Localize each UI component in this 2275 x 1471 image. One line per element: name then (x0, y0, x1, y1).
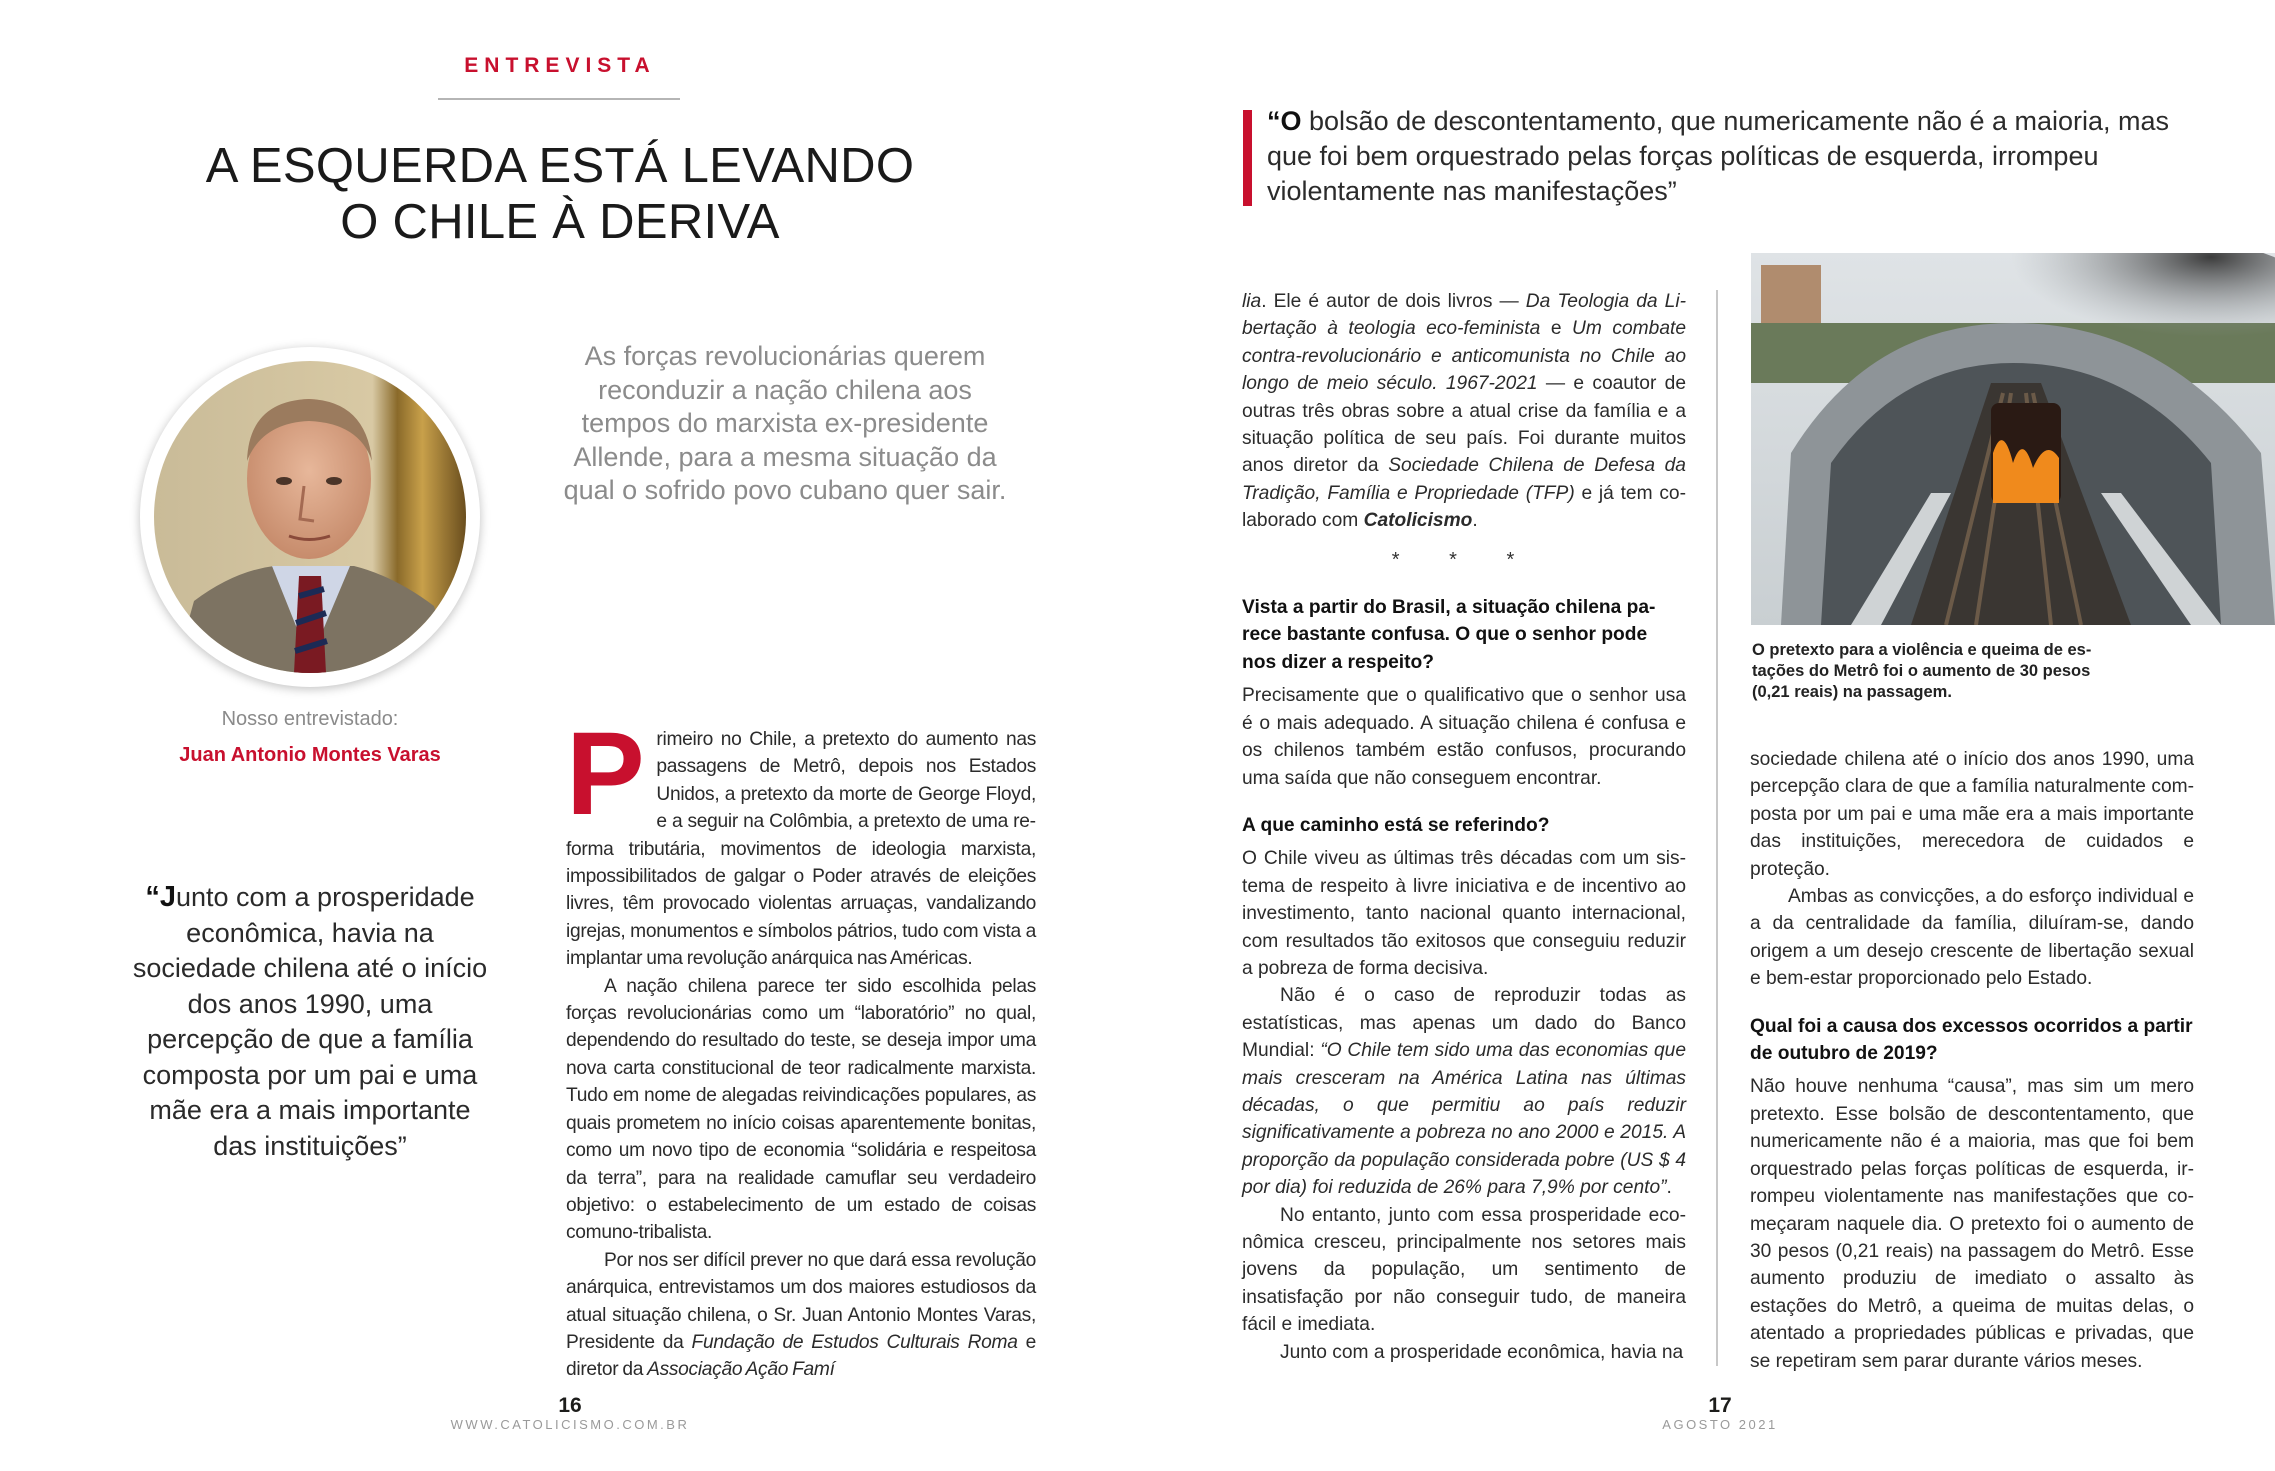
pull-quote-right-open: “O (1267, 106, 1302, 136)
answer-2-p2 (1242, 982, 1686, 1201)
interviewee-label: Nosso entrevistado: (221, 708, 399, 730)
org-name-roma: Fundação de Estudos Culturais Roma (691, 1331, 1018, 1353)
intro-paragraph-2: A nação chilena parece ter sido escolhida pelas forças revolucionárias como um “laboratório” no qual, dependendo do resultado do teste, se deseja impor uma nova carta constitucional de teor radicalmente marxista. Tudo em nome de alegadas reivindicações populares, as quais prometem no início coisas aparentemente bonitas, como um novo tipo de economia “solidária e respeitosa da terra”, para na realidade camuflar seu verdadeiro objetivo: o estabelecimento de um estado de coisas comuno-tribalista. (566, 975, 1036, 1244)
drop-cap: P (566, 708, 645, 840)
portrait-frame (140, 347, 480, 687)
person-portrait-icon (154, 361, 466, 673)
org-name-familia: Associação Ação Famí (647, 1359, 835, 1381)
interview-column-1 (1242, 288, 1686, 1366)
intro-paragraph-1 (566, 708, 1036, 973)
pull-quote-right-text: bolsão de descontentamento, que numericamente não é a maioria, mas que foi bem orquestrado pelas forças políticas de esquerda, irrompeu violentamente nas manifestações” (1267, 106, 2170, 206)
pull-quote-bar (1243, 110, 1252, 206)
pull-quote-right (1267, 104, 2187, 209)
answer-2-p3: No entanto, junto com essa prosperidade econômica cresceu, principalmente nos setores mais jovens da população, um sentimento de insatisfação por não conseguir tudo, de maneira fácil e imediata. (1242, 1204, 1686, 1336)
page-number-left: 16 (558, 1394, 582, 1417)
question-1: Vista a partir do Brasil, a situação chilena parece bastante confusa. O que o senhor pode nos dizer a respeito? (1242, 597, 1656, 673)
question-2: A que caminho está se referindo? (1242, 814, 1550, 836)
portrait-photo (154, 361, 466, 673)
intro-column (566, 708, 1036, 1384)
book-title-1: Da Teologia da Libertação à teologia eco-feminista (1242, 291, 1686, 340)
photo-caption: O pretexto para a violência e queima de estações do Metrô foi o aumento de 30 pesos (0,21 reais) na passagem. (1752, 641, 2092, 701)
answer-3: Não houve nenhuma “causa”, mas sim um mero pretexto. Esse bolsão de descontentamento, que numericamente não é a maioria, mas que foi bem orquestrado pelas forças políticas de esquerda, irrompeu violentamente nas manifestações que começaram naquele dia. O pretexto foi o aumento de 30 pesos (0,21 reais) na passagem do Metrô. Esse aumento produziu de imediato o assalto às estações do Metrô, a queima de muitas delas, o atentado a propriedades públicas e privadas, que se repetiram sem parar durante vários meses. (1750, 1076, 2194, 1372)
issue-date: AGOSTO 2021 (1662, 1417, 1778, 1432)
title-line-1: A ESQUERDA ESTÁ LEVANDO (205, 139, 915, 193)
article-deck: As forças revolucionárias querem reconduzir a nação chilena aos tempos do marxista ex-presidente Allende, para a mesma situação da qual o sofrido povo cubano quer sair. (563, 341, 1007, 505)
section-divider (438, 98, 680, 100)
bio-text-1: . Ele é autor de dois livros — (1261, 291, 1526, 312)
answer-2-p1: O Chile viveu as últimas três décadas com um sistema de respeito à livre iniciativa e de incentivo ao investimento, tanto nacional quanto internacional, com resultados tão exitosos que conseguiu reduzir a pobreza de forma decisiva. (1242, 848, 1686, 979)
book-title-2: Um combate contra-revolucionário e anticomunista no Chile ao longo de meio século. 1967-2021 (1242, 318, 1687, 395)
folio-right (1600, 1395, 1840, 1433)
answer-2-p2-text: Não é o caso de reproduzir todas as estatísticas, mas apenas um dado do Banco Mundial: (1242, 985, 1686, 1062)
folio-left (430, 1395, 710, 1433)
answer-1: Precisamente que o qualificativo que o senhor usa é o mais adequado. A situação chilena é confusa e os chilenos também estão confusos, procurando uma saída que não conseguem encontrar. (1242, 685, 1686, 789)
question-3: Qual foi a causa dos excessos ocorridos a partir de outubro de 2019? (1750, 1015, 2193, 1065)
bio-text-3: — e coautor de outras três obras sobre a atual crise da família e a situação política de seu país. Foi durante muitos anos diretor da (1242, 373, 1686, 477)
section-label: ENTREVISTA (464, 54, 656, 77)
intro-text-3b: e diretor da (566, 1331, 1036, 1381)
bio-text-2: e (1540, 318, 1573, 340)
bio-text-4: e já tem colaborado com (1242, 482, 1686, 532)
bio-paragraph (1242, 288, 1686, 535)
title-line-2: O CHILE À DERIVA (340, 195, 780, 249)
intro-text-1: rimeiro no Chile, a pretexto do aumento nas passagens de Metrô, depois nos Estados Unidos, a pretexto da morte de George Floyd, e a seguir na Colômbia, a pretexto de uma reforma tributária, movimentos de ideologia marxista, impossibilitados de galgar o Poder através de eleições livres, têm provocado violentas arruaças, vandalizando igrejas, monumentos e símbolos pátrios, tudo com vista a implantar uma revolução anárquica nas Américas. (566, 729, 1036, 970)
page-title (150, 138, 970, 250)
bio-italic-0: lia (1242, 291, 1262, 312)
section-separator: * * * (1391, 548, 1537, 571)
column-divider (1716, 290, 1718, 1366)
interviewee-name: Juan Antonio Montes Varas (179, 744, 441, 766)
burning-metro-station-icon (1751, 253, 2275, 625)
answer-2-p4: Junto com a prosperidade econômica, havia na (1280, 1341, 1684, 1363)
answer-2-p5: Ambas as convicções, a do esforço individual e a da centralidade da família, diluíram-se, dando origem a um desejo crescente de libertação sexual e bem-estar proporcionado pelo Estado. (1750, 886, 2194, 990)
pull-quote-text: unto com a prosperidade econômica, havia na sociedade chilena até o início dos anos 1990, uma percepção de que a família composta por um pai e uma mãe era a mais importante das instituições” (132, 882, 488, 1161)
intro-paragraph-3 (566, 1247, 1036, 1384)
world-bank-quote: “O Chile tem sido uma das economias que mais cresceram na América Latina nas últimas décadas, o que permitiu ao país reduzir significativamente a pobreza no ano 2000 e 2015. A proporção da população considerada pobre (US $ 4 por dia) foi reduzida de 26% para 7,9% por cento” (1242, 1040, 1687, 1199)
metro-fire-photo (1751, 253, 2275, 625)
answer-2-p2-end: . (1666, 1177, 1672, 1199)
interview-column-2 (1750, 746, 2194, 1375)
page-number-right: 17 (1708, 1394, 1732, 1417)
answer-2-p4-cont: sociedade chilena até o início dos anos 1990, uma percepção clara de que a família naturalmente composta por um pai e uma mãe era a mais importante das instituições, merecedora de cuidados e proteção. (1750, 749, 2194, 880)
magazine-name: Catolicismo (1363, 510, 1473, 532)
pull-quote-open: “J (145, 881, 176, 913)
intro-text-3a: Por nos ser difícil prever no que dará essa revolução anárquica, entrevistamos um dos maiores estudiosos da atual situação chilena, o Sr. Juan Antonio Montes Varas, Presidente da (566, 1249, 1036, 1353)
org-name-tfp: Sociedade Chilena de Defesa da Tradição, Família e Propriedade (TFP) (1242, 455, 1686, 504)
pull-quote-left (130, 880, 490, 1164)
bio-text-5: . (1472, 510, 1478, 532)
site-url[interactable]: WWW.CATOLICISMO.COM.BR (450, 1417, 690, 1432)
